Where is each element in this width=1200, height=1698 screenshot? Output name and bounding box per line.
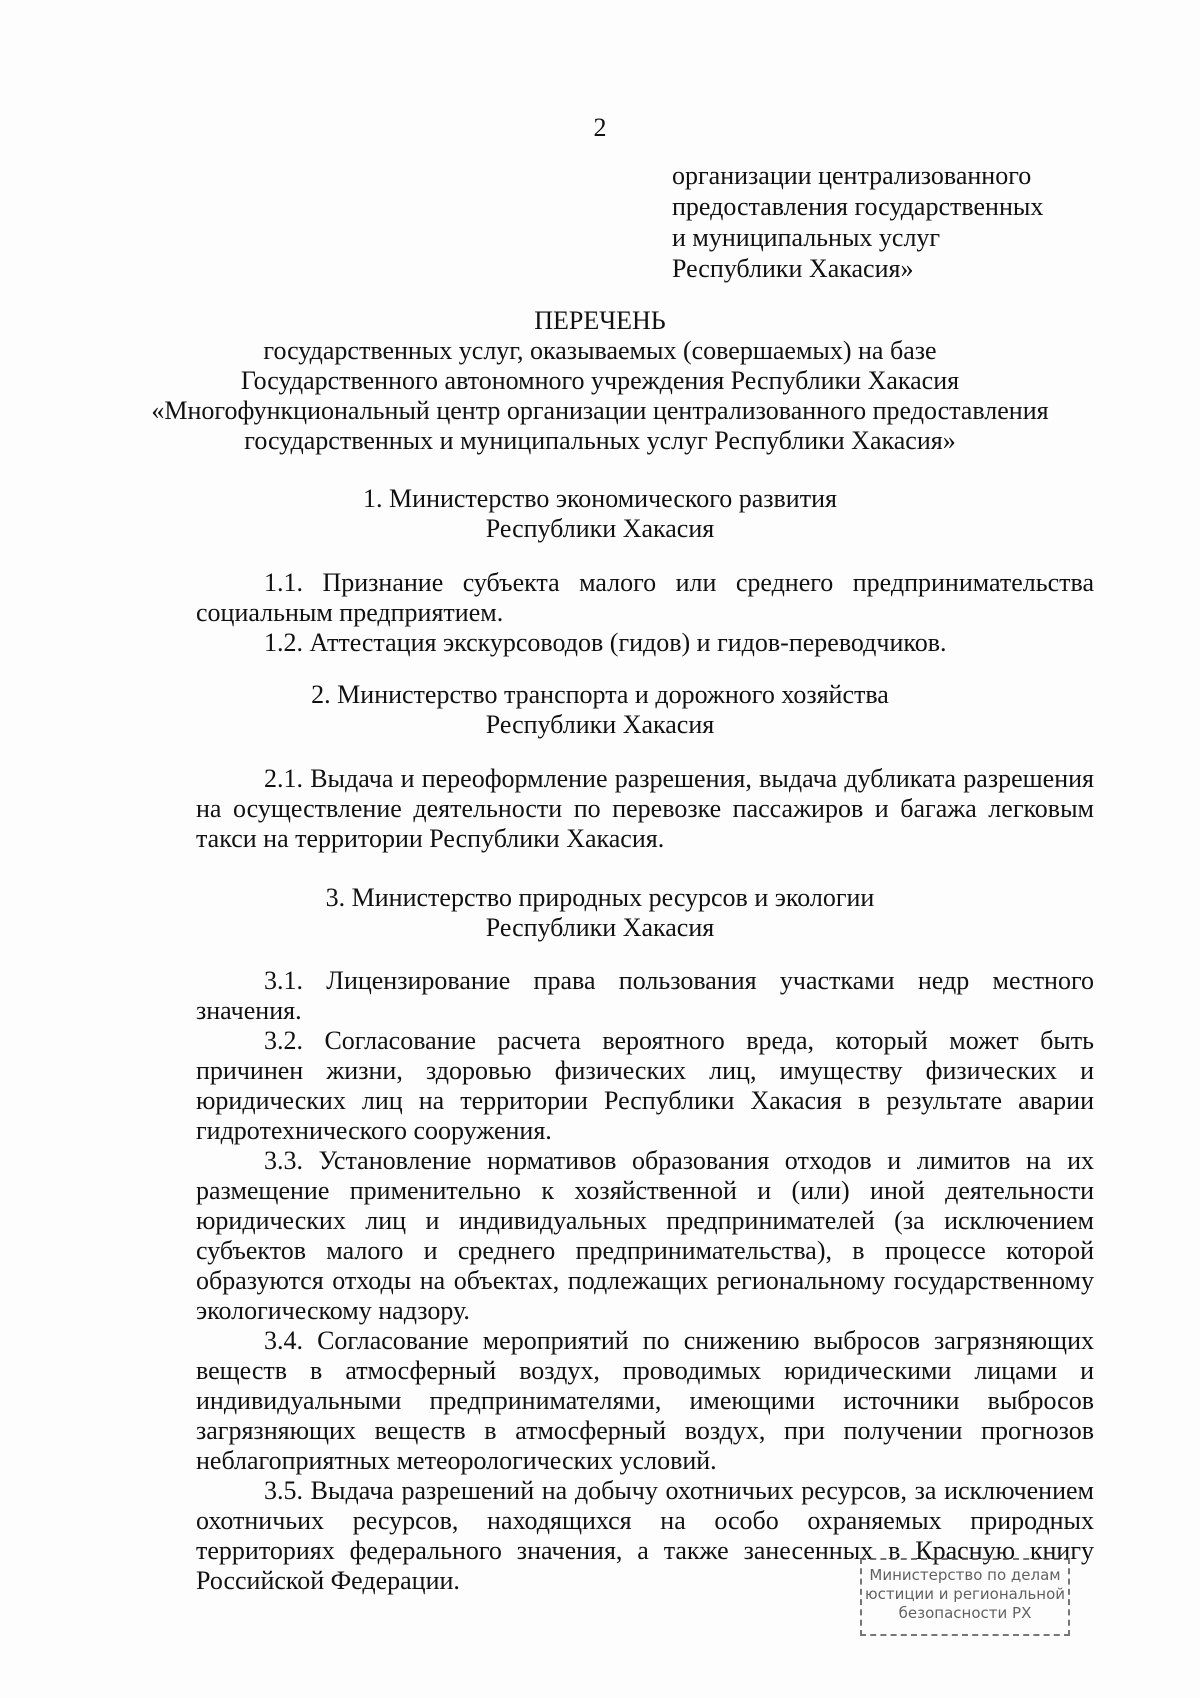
section-heading-line: Республики Хакасия: [485, 710, 715, 739]
list-item: 1.2. Аттестация экскурсоводов (гидов) и гидов-переводчиков.: [264, 628, 947, 657]
section-1-items: [196, 568, 1094, 658]
section-heading-line: Республики Хакасия: [485, 514, 715, 543]
registration-stamp: [860, 1558, 1070, 1636]
section-heading-line: Республики Хакасия: [485, 913, 715, 942]
list-item: 3.4. Согласование мероприятий по снижению выбросов загрязняющих веществ в атмосферный воздух, проводимых юридическими лицами и индивидуальными предпринимателями, имеющими источники выбросов загрязняющих веществ в атмосферный воздух, при получении прогнозов неблагоприятных метеорологических условий.: [196, 1326, 1094, 1475]
title-line: «Многофункциональный центр организации централизованного предоставления: [151, 396, 1049, 425]
section-heading-line: 2. Министерство транспорта и дорожного хозяйства: [311, 680, 889, 709]
stamp-line: безопасности РХ: [898, 1604, 1032, 1622]
list-item: 3.1. Лицензирование права пользования участками недр местного значения.: [196, 966, 1094, 1025]
stamp-line: юстиции и региональной: [864, 1585, 1066, 1603]
section-2-heading: [0, 680, 1200, 740]
title-line: государственных и муниципальных услуг Республики Хакасия»: [244, 426, 956, 455]
header-tail: [672, 160, 1043, 284]
header-tail-line: и муниципальных услуг: [672, 223, 941, 252]
title-line: государственных услуг, оказываемых (совершаемых) на базе: [263, 336, 937, 365]
list-item: 3.5. Выдача разрешений на добычу охотничьих ресурсов, за исключением охотничьих ресурсов, находящихся на особо охраняемых природных территориях федерального значения, а также занесенных в Красную книгу Российской Федерации.: [196, 1476, 1094, 1595]
list-item: 3.3. Установление нормативов образования отходов и лимитов на их размещение применительно к хозяйственной и (или) иной деятельности юридических лиц и индивидуальных предпринимателей (за исключением субъектов малого и среднего предпринимательства), в процессе которой образуются отходы на объектах, подлежащих региональному государственному экологическому надзору.: [196, 1146, 1094, 1325]
title-heading: ПЕРЕЧЕНЬ: [534, 306, 666, 335]
title-line: Государственного автономного учреждения Республики Хакасия: [240, 366, 960, 395]
section-2-items: [196, 764, 1094, 854]
page-number: 2: [593, 113, 607, 142]
document-title: [0, 306, 1200, 456]
section-3-heading: [0, 883, 1200, 943]
section-heading-line: 3. Министерство природных ресурсов и экологии: [325, 883, 875, 912]
section-3-items: [196, 966, 1094, 1596]
list-item: 2.1. Выдача и переоформление разрешения, выдача дубликата разрешения на осуществление деятельности по перевозке пассажиров и багажа легковым такси на территории Республики Хакасия.: [196, 764, 1094, 853]
stamp-line: Министерство по делам: [869, 1566, 1061, 1584]
header-tail-line: организации централизованного: [672, 161, 1032, 190]
header-tail-line: Республики Хакасия»: [672, 254, 914, 283]
header-tail-line: предоставления государственных: [672, 192, 1044, 221]
list-item: 1.1. Признание субъекта малого или среднего предпринимательства социальным предприятием.: [196, 568, 1094, 627]
section-heading-line: 1. Министерство экономического развития: [363, 484, 837, 513]
section-1-heading: [0, 484, 1200, 544]
list-item: 3.2. Согласование расчета вероятного вреда, который может быть причинен жизни, здоровью физических лиц, имуществу физических и юридических лиц на территории Республики Хакасия в результате аварии гидротехнического сооружения.: [196, 1026, 1094, 1145]
